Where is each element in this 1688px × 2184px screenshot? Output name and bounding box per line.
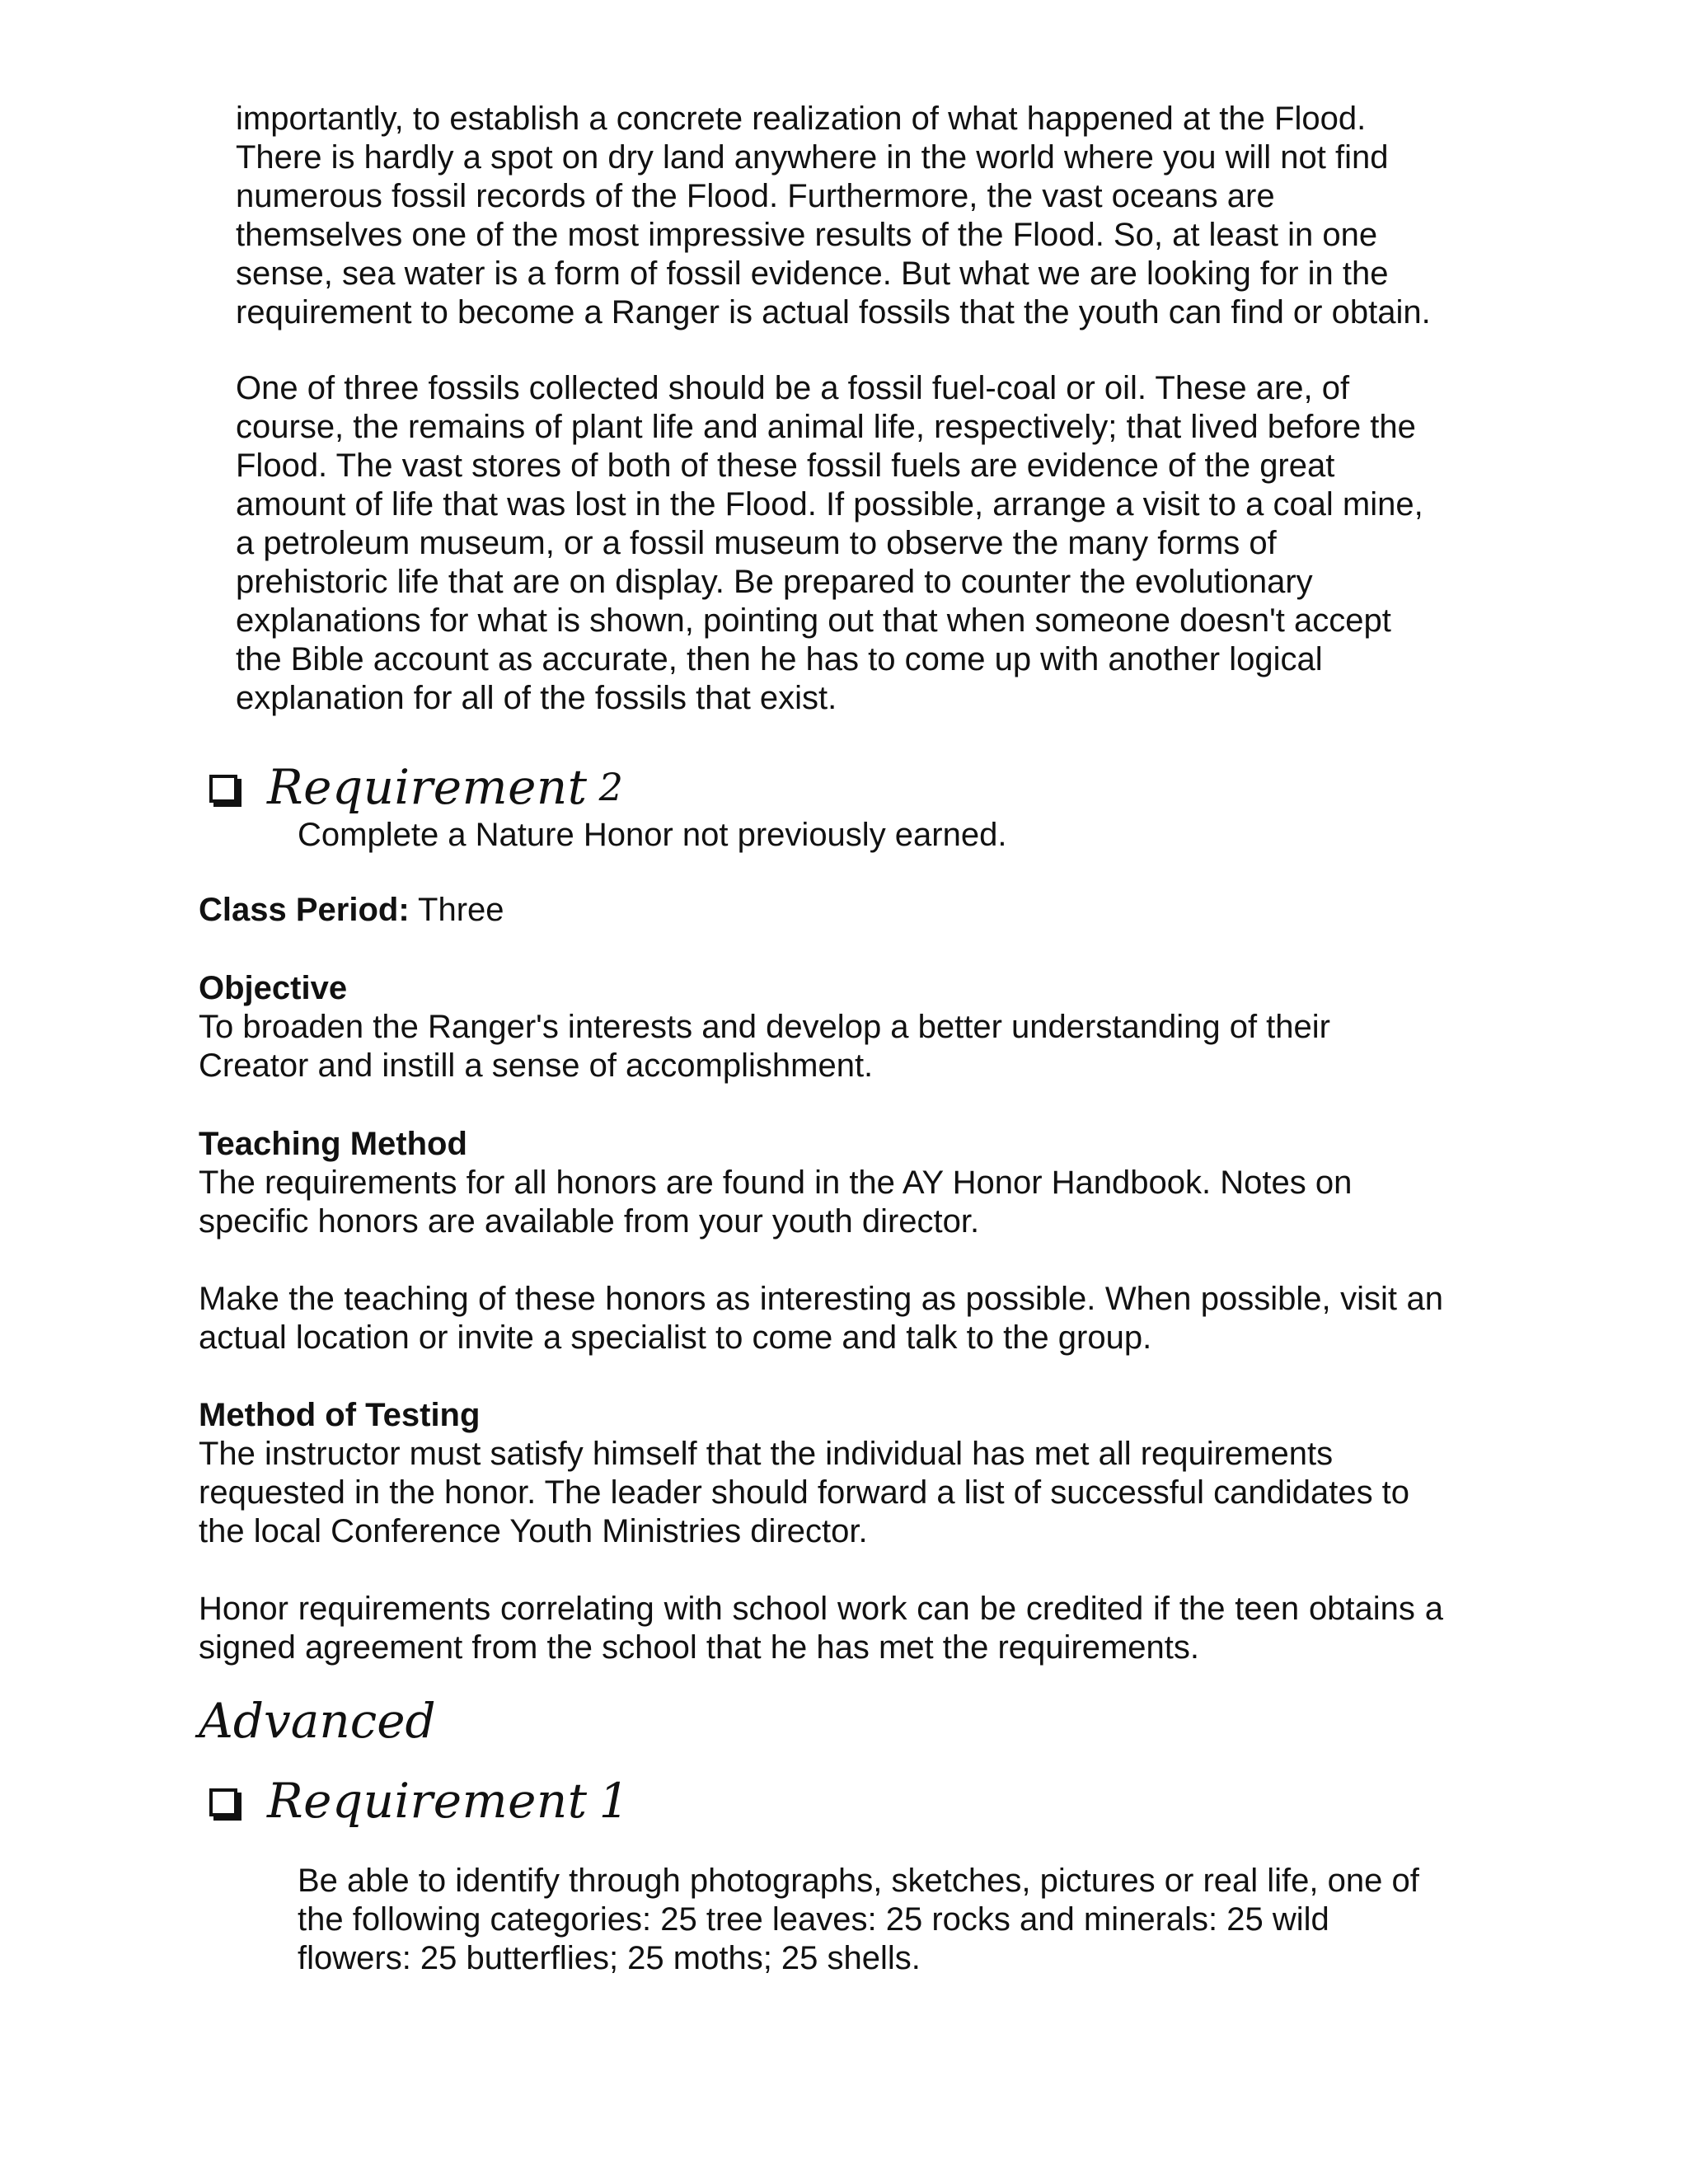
method-of-testing-heading: Method of Testing <box>199 1397 481 1433</box>
advanced-requirement-1-number: 1 <box>598 1772 630 1829</box>
objective-heading: Objective <box>199 970 348 1006</box>
teaching-method-heading: Teaching Method <box>199 1126 467 1162</box>
advanced-requirement-1-description: Be able to identify through photographs, sketches, pictures or real life, one of the following categories: 25 tree leaves: 25 rocks and minerals: 25 wild flowers: 25 butterflies; 25 moths; 25 shells. <box>298 1863 1419 1976</box>
class-period-value: Three <box>409 892 504 928</box>
method-of-testing-text-1: The instructor must satisfy himself that the individual has met all requirements requested in the honor. The leader should forward a list of successful candidates to the local Conference Youth Ministries director. <box>199 1436 1410 1549</box>
advanced-requirement-1-title: Requirement <box>267 1772 588 1829</box>
teaching-method-text-1: The requirements for all honors are found in the AY Honor Handbook. Notes on specific honors are available from your youth director. <box>199 1165 1353 1240</box>
advanced-requirement-1-heading <box>209 1772 629 1830</box>
teaching-method-text-2: Make the teaching of these honors as interesting as possible. When possible, visit an actual location or invite a specialist to come and talk to the group. <box>199 1281 1443 1356</box>
requirement-2-description: Complete a Nature Honor not previously earned. <box>298 817 1007 853</box>
class-period-line <box>199 891 1443 930</box>
checkbox-icon <box>209 775 237 803</box>
checkbox-icon <box>209 1788 237 1816</box>
requirement-2-heading <box>209 758 623 816</box>
advanced-section-title: Advanced <box>199 1693 436 1749</box>
objective-text: To broaden the Ranger's interests and develop a better understanding of their Creator and instill a sense of accomplishment. <box>199 1009 1330 1084</box>
class-period-label: Class Period: <box>199 892 410 928</box>
requirement-2-title: Requirement <box>267 758 588 815</box>
requirement-2-number: 2 <box>598 764 623 809</box>
method-of-testing-text-2: Honor requirements correlating with school work can be credited if the teen obtains a signed agreement from the school that he has met the requirements. <box>199 1591 1443 1666</box>
intro-paragraph-1: importantly, to establish a concrete realization of what happened at the Flood. There is hardly a spot on dry land anywhere in the world where you will not find numerous fossil records of the Flood. Furthermore, the vast oceans are themselves one of the most impressive results of the Flood. So, at least in one sense, sea water is a form of fossil evidence. But what we are looking for in the requirement to become a Ranger is actual fossils that the youth can find or obtain. <box>236 101 1431 330</box>
intro-paragraph-2: One of three fossils collected should be a fossil fuel-coal or oil. These are, of course, the remains of plant life and animal life, respectively; that lived before the Flood. The vast stores of both of these fossil fuels are evidence of the great amount of life that was lost in the Flood. If possible, arrange a visit to a coal mine, a petroleum museum, or a fossil museum to observe the many forms of prehistoric life that are on display. Be prepared to counter the evolutionary explanations for what is shown, pointing out that when someone doesn't accept the Bible account as accurate, then he has to come up with another logical explanation for all of the fossils that exist. <box>236 370 1423 716</box>
